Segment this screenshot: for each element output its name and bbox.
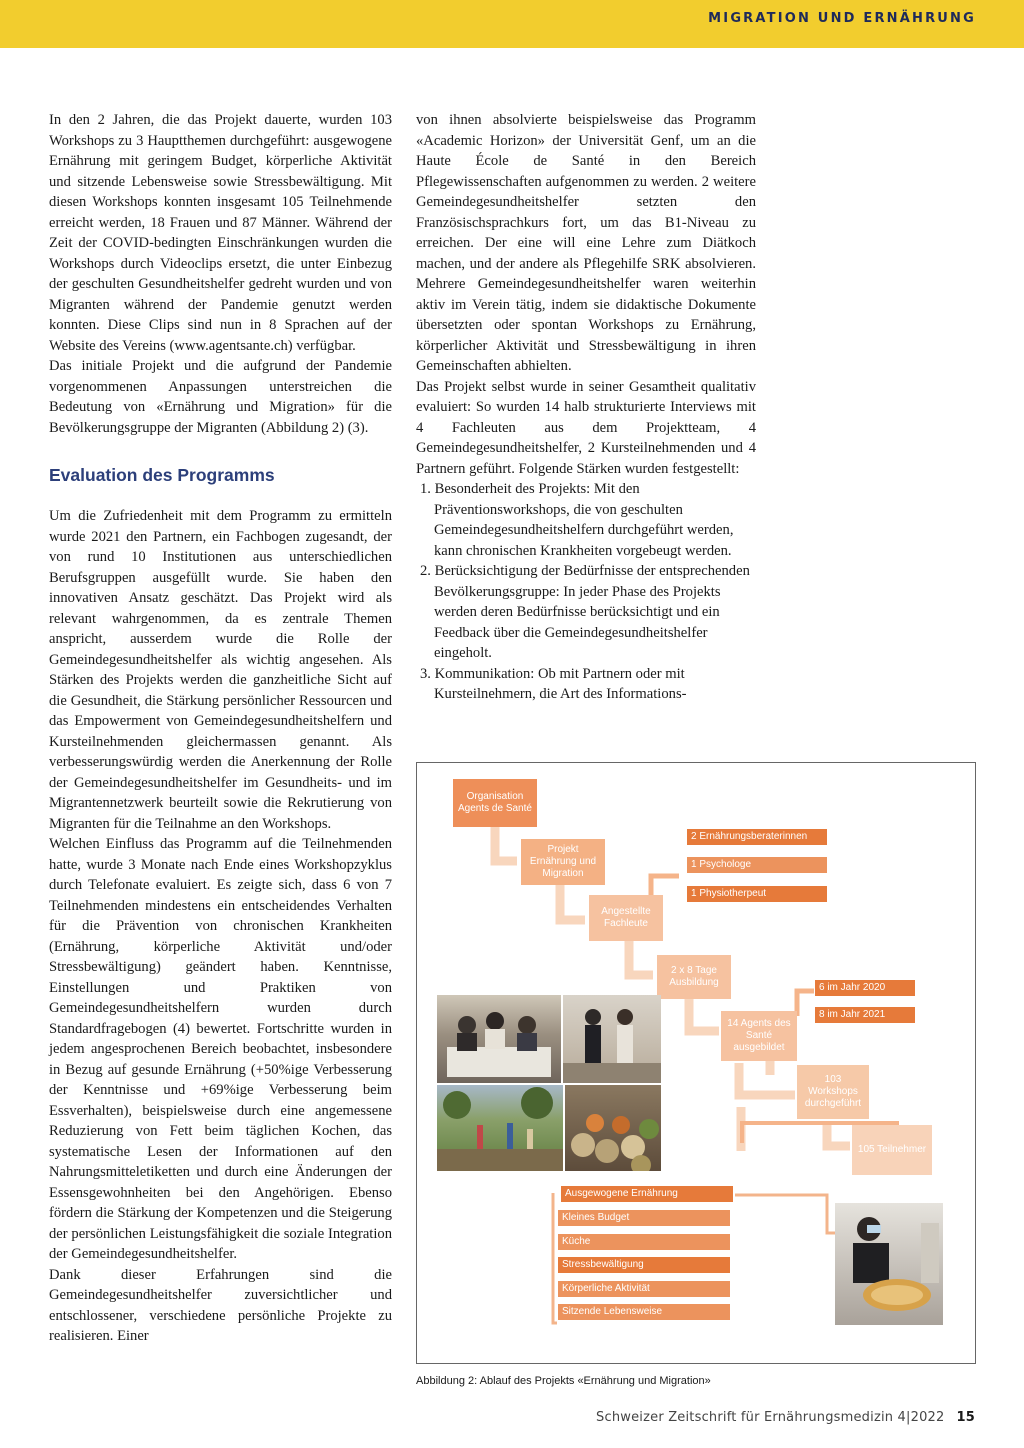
paragraph: von ihnen absolvierte beispielsweise das Programm «Academic Horizon» der Universität Genf, um an die Haute École de Santé in den Bereich Pflegewissenschaften aufgenommen zu werden. 2 weitere Gemeindegesundheitshelfer setzten den Französischsprachkurs fort, um das B1-Niveau zu erreichen. Der eine will eine Lehre zum Diätkoch machen, und der andere als Pflegehilfe SRK absolvieren. Mehrere Gemeindegesundheitshelfer waren weiterhin aktiv im Verein tätig, indem sie didaktische Dokumente übersetzten oder spontan Workshops zu Ernährung, körperlicher Aktivität und Stressbewältigung in ihren Gemeinschaften abhielten.	[416, 112, 756, 374]
node-projekt: Projekt Ernährung und Migration	[521, 839, 605, 885]
topic-pill: Körperliche Aktivität	[558, 1281, 730, 1297]
list-item: 3. Kommunikation: Ob mit Partnern oder mit Kursteilnehmern, die Art des Informations-	[420, 665, 687, 702]
topic-pill: Kleines Budget	[558, 1210, 730, 1226]
journal-title: Schweizer Zeitschrift für Ernährungsmedizin 4|2022	[596, 1410, 945, 1425]
staff-pill: 1 Psychologe	[687, 857, 827, 873]
arrow-ausbildung-agents	[689, 998, 719, 1031]
right-column	[416, 110, 756, 705]
paragraph: Welchen Einfluss das Programm auf die Teilnehmenden hatte, wurde 3 Monate nach Ende eines Workshopzyklus durch Telefonate evaluiert. Es zeigte sich, dass 6 von 7 Teilnehmenden mindestens ein entscheidendes Verhalten für die Prävention von chronischen Krankheiten (Ernährung, körperliche Aktivität und/oder Stressbewältigung) geändert haben. Kenntnisse, Einstellungen und Praktiken von Gemeindegesundheitshelfern wurden durch Standardfragebogen (4) bewertet. Fortschritte wurden in jedem angesprochenen Bereich beobachtet, insbesondere in Bezug auf gesunde Ernährung (+50%ige Verbesserung der Kenntnisse und +69%ige Verbesserung beim Essverhalten), beispielsweise durch eine angemessene Reduzierung von Fett beim täglichen Kochen, das systematische Lesen der Informationen auf den Nahrungsmitteletiketten und durch eine Änderungen der Essensgewohnheiten bei den Angehörigen. Ebenso fördern die Stärkung der Kompetenzen und die Steigerung der persönlichen Leistungsfähigkeit die soziale Integration der Gemeindegesundheitshelfer.	[49, 836, 392, 1262]
paragraph: Um die Zufriedenheit mit dem Programm zu ermitteln wurde 2021 den Partnern, ein Fachbogen zugesandt, der von rund 10 Institutionen aus unterschiedlichen Berufsgruppen ausgefüllt wurde. Sie haben den innovativen Ansatz geschätzt. Das Projekt wird als relevant wahrgenommen, da es zentrale Themen anspricht, ausserdem wurde die Rolle der Gemeindegesundheitshelfer als wichtig angesehen. Als Stärken des Projekts werden die ganzheitliche Sicht auf die Gesundheit, die Stärkung persönlicher Ressourcen und das Empowerment von Gemeindegesundheitshelfern und Kursteilnehmenden gleichermassen genannt. Als verbesserungswürdig werden die Anerkennung der Rolle der Gemeindegesundheitshelfer im Gesundheits- und im Migrantennetzwerk beurteilt sowie die Rekrutierung von Migranten für die Teilnahme an den Workshops.	[49, 508, 392, 832]
left-column	[49, 110, 392, 1347]
staff-pill: 1 Physiotherpeut	[687, 886, 827, 902]
topic-pill: Sitzende Lebensweise	[558, 1304, 730, 1320]
figure-caption: Abbildung 2: Ablauf des Projekts «Ernährung und Migration»	[416, 1375, 711, 1387]
figure-flowchart	[416, 762, 976, 1364]
paragraph: Dank dieser Erfahrungen sind die Gemeindegesundheitshelfer zuversichtlicher und entschlossener, verschiedene persönliche Projekte zu realisieren. Einer	[49, 1266, 392, 1344]
photo-cooking	[835, 1203, 943, 1325]
year-pill: 8 im Jahr 2021	[815, 1007, 915, 1023]
header-bar	[0, 0, 1024, 48]
page-number: 15	[956, 1410, 975, 1425]
section-title: MIGRATION UND ERNÄHRUNG	[708, 11, 976, 26]
node-ausbildung: 2 x 8 Tage Ausbildung	[657, 955, 731, 999]
list-item: 1. Besonderheit des Projekts: Mit den Präventionsworkshops, die von geschulten Gemeindegesundheitshelfern durchgeführt werden, kann chronischen Krankheiten vorgebeugt werden.	[420, 481, 734, 559]
strengths-list	[416, 479, 756, 705]
page-footer	[596, 1410, 975, 1425]
topic-pill: Küche	[558, 1234, 730, 1250]
topic-pill: Stressbewältigung	[558, 1257, 730, 1273]
photo-outdoor-activity	[437, 1085, 563, 1171]
arrow-projekt-fachleute	[560, 885, 585, 920]
node-workshops: 103 Workshops durchgeführt	[797, 1065, 869, 1119]
paragraph: Das initiale Projekt und die aufgrund der Pandemie vorgenommenen Anpassungen unterstreichen die Bedeutung von «Ernährung und Migration» für die Bevölkerungsgruppe der Migranten (Abbildung 2) (3).	[49, 358, 392, 436]
photo-workshop-group	[563, 995, 661, 1083]
photo-vegetables	[565, 1085, 661, 1171]
topic-pill: Ausgewogene Ernährung	[561, 1186, 733, 1202]
node-organisation: Organisation Agents de Santé	[453, 779, 537, 827]
node-agents: 14 Agents des Santé ausgebildet	[721, 1011, 797, 1061]
paragraph: In den 2 Jahren, die das Projekt dauerte, wurden 103 Workshops zu 3 Hauptthemen durchgeführt: ausgewogene Ernährung mit geringem Budget, körperliche Aktivität und sitzende Lebensweise sowie Stressbewältigung. Mit diesen Workshops konnten insgesamt 105 Teilnehmende erreicht werden, 18 Frauen und 87 Männer. Während der Zeit der COVID-bedingten Einschränkungen wurden die Workshops durch Videoclips ersetzt, die unter Einbezug der geschulten Gesundheitshelfer gedreht wurden und von Migranten während der Pandemie genutzt werden konnten. Diese Clips sind nun in 8 Sprachen auf der Website des Vereins (www.agentsante.ch) verfügbar.	[49, 112, 392, 354]
paragraph: Das Projekt selbst wurde in seiner Gesamtheit qualitativ evaluiert: So wurden 14 halb strukturierte Interviews mit 4 Fachleuten aus dem Projektteam, 4 Gemeindegesundheitshelfer, 2 Kursteilnehmenden und 4 Partnern geführt. Folgende Stärken wurden festgestellt:	[416, 378, 756, 477]
list-item: 2. Berücksichtigung der Bedürfnisse der entsprechenden Bevölkerungsgruppe: In jeder Phase des Projekts werden deren Bedürfnisse berücksichtigt und ein Feedback über die Gemeindegesundheitshelfer eingeholt.	[420, 563, 750, 661]
node-fachleute: Angestellte Fachleute	[589, 895, 663, 941]
node-teilnehmer: 105 Teilnehmer	[852, 1125, 932, 1175]
year-pill: 6 im Jahr 2020	[815, 980, 915, 996]
photo-workshop-table	[437, 995, 561, 1083]
arrow-org-projekt	[495, 825, 517, 861]
arrow-agents-years	[797, 991, 814, 1016]
arrow-fachleute-ausbildung	[629, 940, 653, 975]
arrow-workshops-teilnehmer	[827, 1123, 850, 1146]
section-heading: Evaluation des Programms	[49, 465, 275, 485]
staff-pill: 2 Ernährungsberaterinnen	[687, 829, 827, 845]
